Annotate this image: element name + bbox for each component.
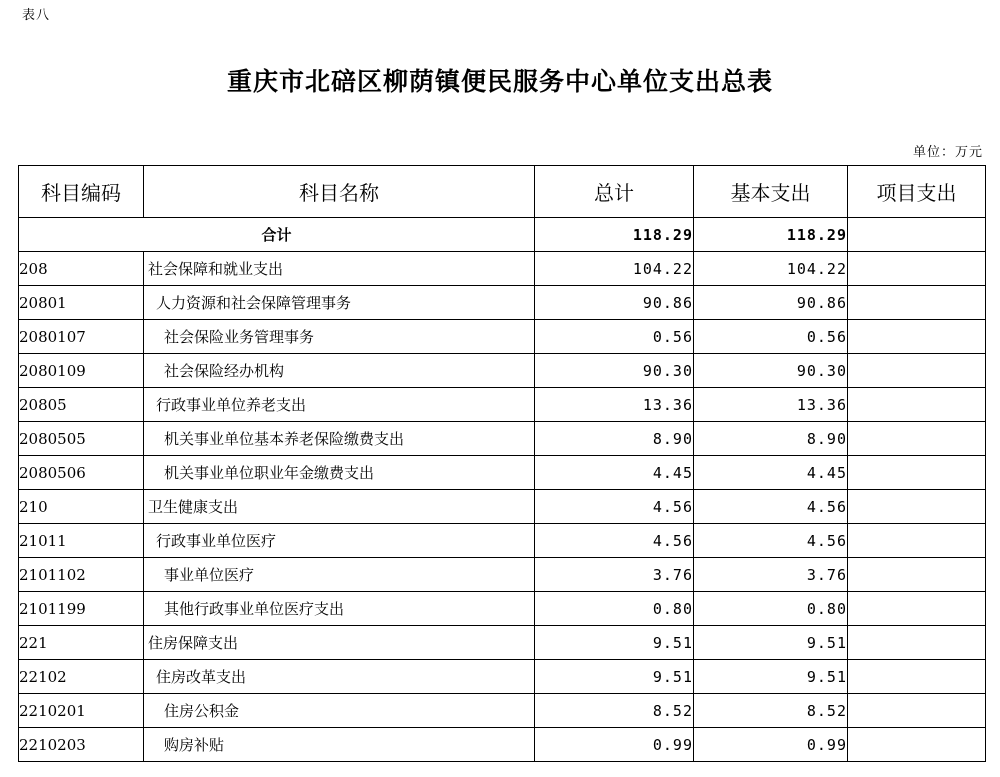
total-label: 合计 [19, 218, 535, 252]
row-total: 4.56 [535, 490, 694, 524]
row-total: 9.51 [535, 660, 694, 694]
row-project [848, 252, 986, 286]
row-project [848, 694, 986, 728]
row-name: 机关事业单位基本养老保险缴费支出 [144, 422, 535, 456]
total-basic: 118.29 [694, 218, 848, 252]
table-row [19, 728, 986, 762]
table-row [19, 286, 986, 320]
table-row [19, 694, 986, 728]
row-code: 2210203 [19, 728, 144, 762]
row-basic: 9.51 [694, 626, 848, 660]
row-code: 20805 [19, 388, 144, 422]
row-basic: 13.36 [694, 388, 848, 422]
row-basic: 90.86 [694, 286, 848, 320]
row-code: 2101199 [19, 592, 144, 626]
table-body [19, 218, 986, 762]
table-row [19, 388, 986, 422]
table-header-row [19, 166, 986, 218]
row-basic: 0.99 [694, 728, 848, 762]
table-row [19, 422, 986, 456]
page-title: 重庆市北碚区柳荫镇便民服务中心单位支出总表 [226, 67, 773, 96]
total-row [19, 218, 986, 252]
row-total: 8.90 [535, 422, 694, 456]
row-project [848, 490, 986, 524]
header-name: 科目名称 [144, 166, 535, 218]
row-basic: 90.30 [694, 354, 848, 388]
row-total: 13.36 [535, 388, 694, 422]
row-basic: 9.51 [694, 660, 848, 694]
row-code: 210 [19, 490, 144, 524]
row-project [848, 320, 986, 354]
row-project [848, 524, 986, 558]
row-project [848, 592, 986, 626]
table-row [19, 456, 986, 490]
row-basic: 104.22 [694, 252, 848, 286]
row-name: 住房改革支出 [144, 660, 535, 694]
table-row [19, 592, 986, 626]
row-total: 90.86 [535, 286, 694, 320]
row-name: 其他行政事业单位医疗支出 [144, 592, 535, 626]
row-project [848, 728, 986, 762]
table-row [19, 558, 986, 592]
row-total: 90.30 [535, 354, 694, 388]
row-basic: 0.80 [694, 592, 848, 626]
row-total: 4.56 [535, 524, 694, 558]
row-basic: 0.56 [694, 320, 848, 354]
total-project [848, 218, 986, 252]
row-basic: 4.56 [694, 524, 848, 558]
row-project [848, 558, 986, 592]
row-name: 机关事业单位职业年金缴费支出 [144, 456, 535, 490]
row-name: 行政事业单位医疗 [144, 524, 535, 558]
row-project [848, 422, 986, 456]
row-name: 社会保险经办机构 [144, 354, 535, 388]
table-row [19, 626, 986, 660]
row-basic: 8.52 [694, 694, 848, 728]
table-row [19, 490, 986, 524]
row-code: 2080107 [19, 320, 144, 354]
table-row [19, 252, 986, 286]
row-basic: 3.76 [694, 558, 848, 592]
header-total: 总计 [535, 166, 694, 218]
header-basic: 基本支出 [694, 166, 848, 218]
row-code: 2101102 [19, 558, 144, 592]
row-name: 购房补贴 [144, 728, 535, 762]
row-name: 卫生健康支出 [144, 490, 535, 524]
row-project [848, 456, 986, 490]
row-basic: 8.90 [694, 422, 848, 456]
row-project [848, 660, 986, 694]
row-code: 20801 [19, 286, 144, 320]
row-basic: 4.56 [694, 490, 848, 524]
row-basic: 4.45 [694, 456, 848, 490]
row-code: 2210201 [19, 694, 144, 728]
table-row [19, 660, 986, 694]
row-total: 4.45 [535, 456, 694, 490]
row-name: 行政事业单位养老支出 [144, 388, 535, 422]
row-project [848, 388, 986, 422]
table-row [19, 524, 986, 558]
row-name: 社会保险业务管理事务 [144, 320, 535, 354]
table-tag: 表八 [22, 8, 51, 23]
row-total: 8.52 [535, 694, 694, 728]
table-row [19, 354, 986, 388]
row-total: 0.99 [535, 728, 694, 762]
row-code: 208 [19, 252, 144, 286]
row-code: 2080505 [19, 422, 144, 456]
row-total: 0.56 [535, 320, 694, 354]
row-name: 住房公积金 [144, 694, 535, 728]
row-code: 21011 [19, 524, 144, 558]
header-project: 项目支出 [848, 166, 986, 218]
row-total: 9.51 [535, 626, 694, 660]
unit-label: 单位：万元 [912, 145, 983, 160]
row-code: 22102 [19, 660, 144, 694]
row-code: 221 [19, 626, 144, 660]
row-name: 事业单位医疗 [144, 558, 535, 592]
row-total: 0.80 [535, 592, 694, 626]
row-name: 人力资源和社会保障管理事务 [144, 286, 535, 320]
expenditure-table [18, 165, 986, 762]
total-total: 118.29 [535, 218, 694, 252]
row-name: 社会保障和就业支出 [144, 252, 535, 286]
table-row [19, 320, 986, 354]
row-name: 住房保障支出 [144, 626, 535, 660]
row-project [848, 286, 986, 320]
row-code: 2080506 [19, 456, 144, 490]
row-project [848, 626, 986, 660]
row-project [848, 354, 986, 388]
row-code: 2080109 [19, 354, 144, 388]
row-total: 104.22 [535, 252, 694, 286]
row-total: 3.76 [535, 558, 694, 592]
header-code: 科目编码 [19, 166, 144, 218]
